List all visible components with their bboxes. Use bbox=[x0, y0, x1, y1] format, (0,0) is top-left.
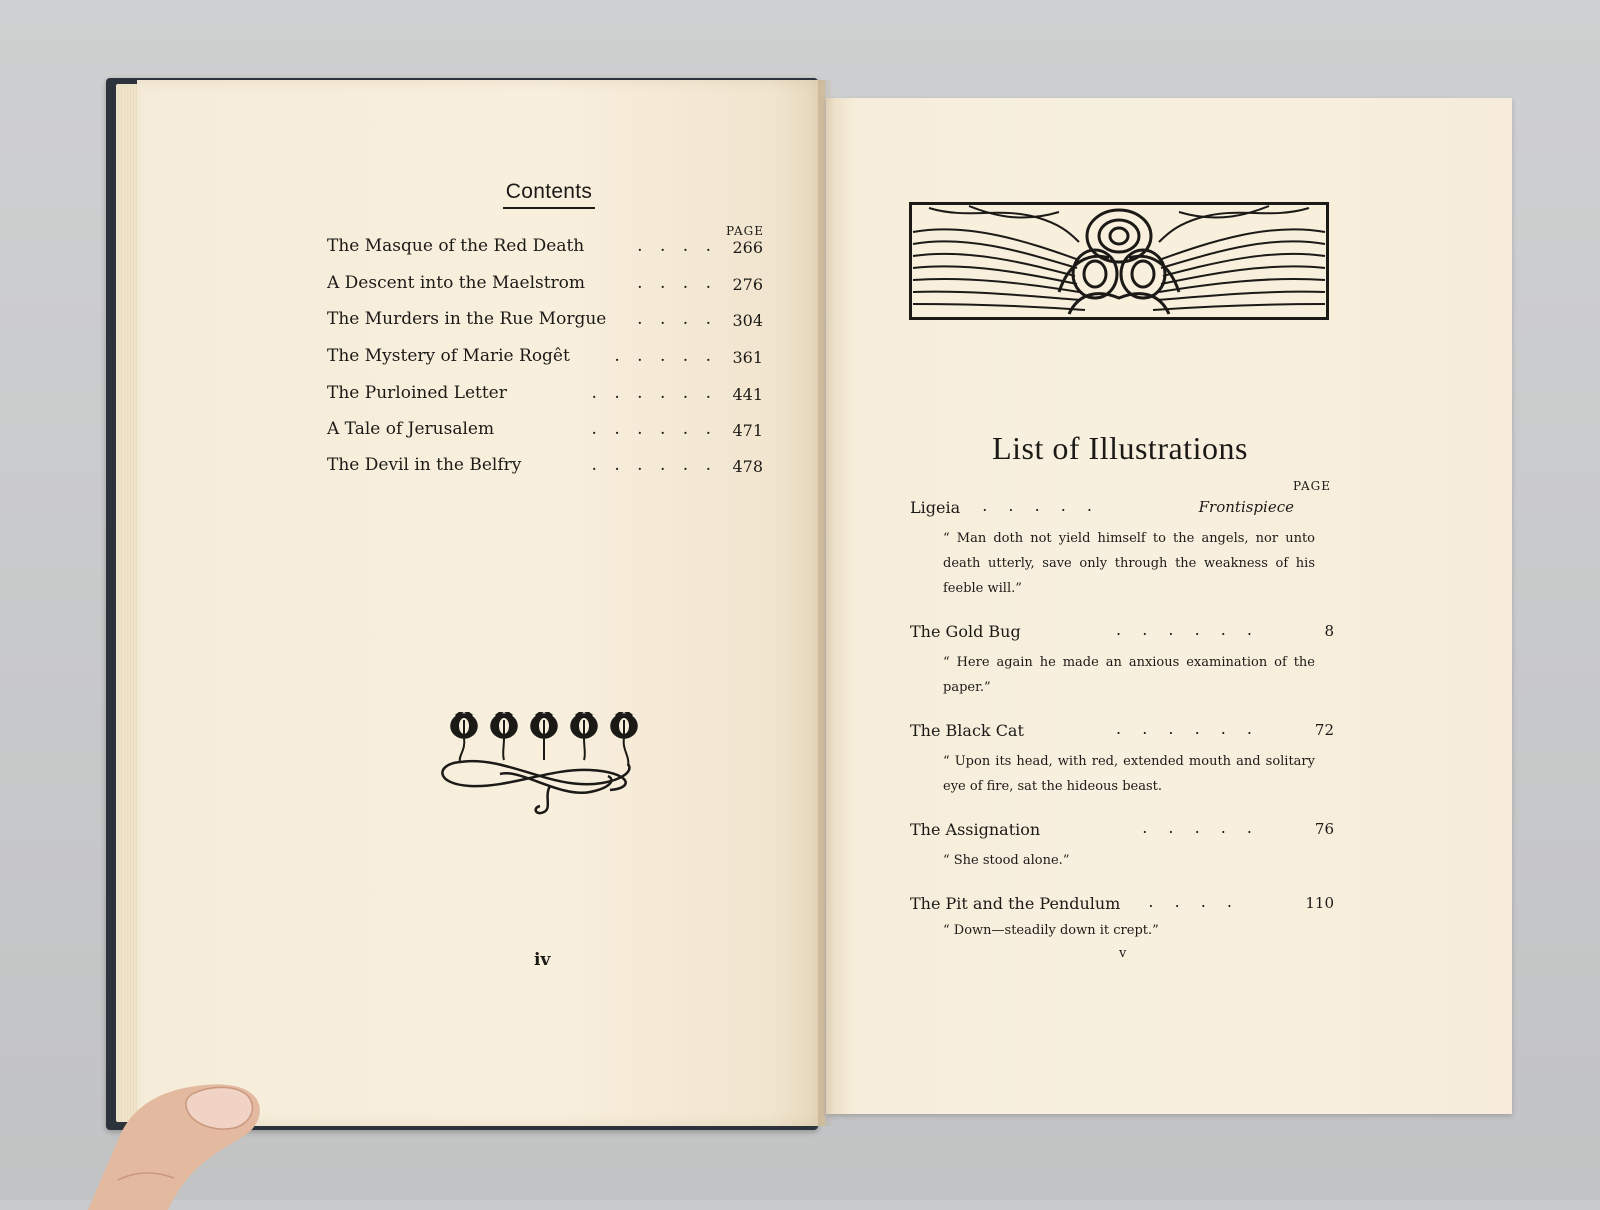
toc-title: The Purloined Letter bbox=[327, 383, 507, 403]
toc-leader-dots: . . . . bbox=[637, 273, 717, 293]
thistle-ornament-icon bbox=[440, 712, 650, 822]
illustration-title: The Gold Bug bbox=[910, 622, 1021, 641]
toc-entry bbox=[327, 346, 763, 376]
toc-title: A Tale of Jerusalem bbox=[327, 419, 495, 439]
illustration-page: Frontispiece bbox=[1198, 498, 1294, 516]
toc-page-number: 304 bbox=[732, 311, 763, 330]
toc-title: The Mystery of Marie Rogêt bbox=[327, 346, 570, 366]
toc-entry bbox=[327, 419, 763, 449]
toc-page-number: 266 bbox=[732, 238, 763, 257]
toc-page-number: 471 bbox=[732, 421, 763, 440]
toc-page-number: 441 bbox=[732, 385, 763, 404]
illustration-title: The Black Cat bbox=[910, 721, 1024, 740]
illustration-leader-dots: . . . . bbox=[1148, 892, 1240, 911]
toc-leader-dots: . . . . . . bbox=[591, 455, 717, 475]
illustration-entry bbox=[910, 894, 1334, 943]
illustration-leader-dots: . . . . . bbox=[1142, 818, 1260, 837]
illustration-page: 76 bbox=[1314, 820, 1334, 838]
contents-heading: Contents bbox=[503, 180, 595, 209]
toc-page-number: 276 bbox=[732, 275, 763, 294]
toc-title: The Murders in the Rue Morgue bbox=[327, 309, 607, 329]
illustration-caption: “ Upon its head, with red, extended mouth and solitary eye of fire, sat the hideous beast. bbox=[943, 754, 1315, 794]
toc-page-number: 478 bbox=[732, 457, 763, 476]
illustrations-page-label: PAGE bbox=[1293, 479, 1331, 493]
illustration-title: Ligeia bbox=[910, 498, 961, 517]
illustration-leader-dots: . . . . . bbox=[982, 496, 1100, 515]
toc-leader-dots: . . . . bbox=[637, 309, 717, 329]
toc-entry bbox=[327, 236, 763, 266]
toc-title: The Devil in the Belfry bbox=[327, 455, 522, 475]
toc-entry bbox=[327, 273, 763, 303]
illustration-title: The Assignation bbox=[910, 820, 1041, 839]
illustration-page: 72 bbox=[1314, 721, 1334, 739]
toc-leader-dots: . . . . . . bbox=[591, 419, 717, 439]
toc-entry bbox=[327, 455, 763, 485]
toc-leader-dots: . . . . . bbox=[614, 346, 717, 366]
illustration-caption: “ Man doth not yield himself to the angels, nor unto death utterly, save only through the weakness of his feeble will.” bbox=[943, 531, 1315, 596]
illustration-leader-dots: . . . . . . bbox=[1116, 719, 1260, 738]
illustration-caption: “ Down—steadily down it crept.” bbox=[943, 923, 1159, 938]
illustration-entry bbox=[910, 498, 1334, 601]
illustration-title: The Pit and the Pendulum bbox=[910, 894, 1121, 913]
illustrations-heading: List of Illustrations bbox=[992, 430, 1248, 466]
illustration-entry bbox=[910, 721, 1334, 799]
toc-title: A Descent into the Maelstrom bbox=[327, 273, 586, 293]
toc-title: The Masque of the Red Death bbox=[327, 236, 585, 256]
illustration-page: 110 bbox=[1305, 894, 1334, 912]
illustration-leader-dots: . . . . . . bbox=[1116, 620, 1260, 639]
toc-leader-dots: . . . . bbox=[637, 236, 717, 256]
toc-leader-dots: . . . . . . bbox=[591, 383, 717, 403]
illustration-entry bbox=[910, 622, 1334, 700]
contents-page-label: PAGE bbox=[726, 224, 764, 238]
right-folio: v bbox=[1119, 946, 1127, 961]
art-nouveau-headpiece-icon bbox=[909, 202, 1329, 320]
book-gutter bbox=[818, 80, 834, 1126]
finger-icon bbox=[88, 1080, 268, 1210]
illustration-caption: “ Here again he made an anxious examination of the paper.” bbox=[943, 655, 1315, 695]
illustration-page: 8 bbox=[1324, 622, 1334, 640]
left-folio: iv bbox=[534, 950, 551, 970]
toc-entry bbox=[327, 383, 763, 413]
toc-page-number: 361 bbox=[732, 348, 763, 367]
toc-entry bbox=[327, 309, 763, 339]
illustration-caption: “ She stood alone.” bbox=[943, 853, 1070, 868]
illustration-entry bbox=[910, 820, 1334, 873]
